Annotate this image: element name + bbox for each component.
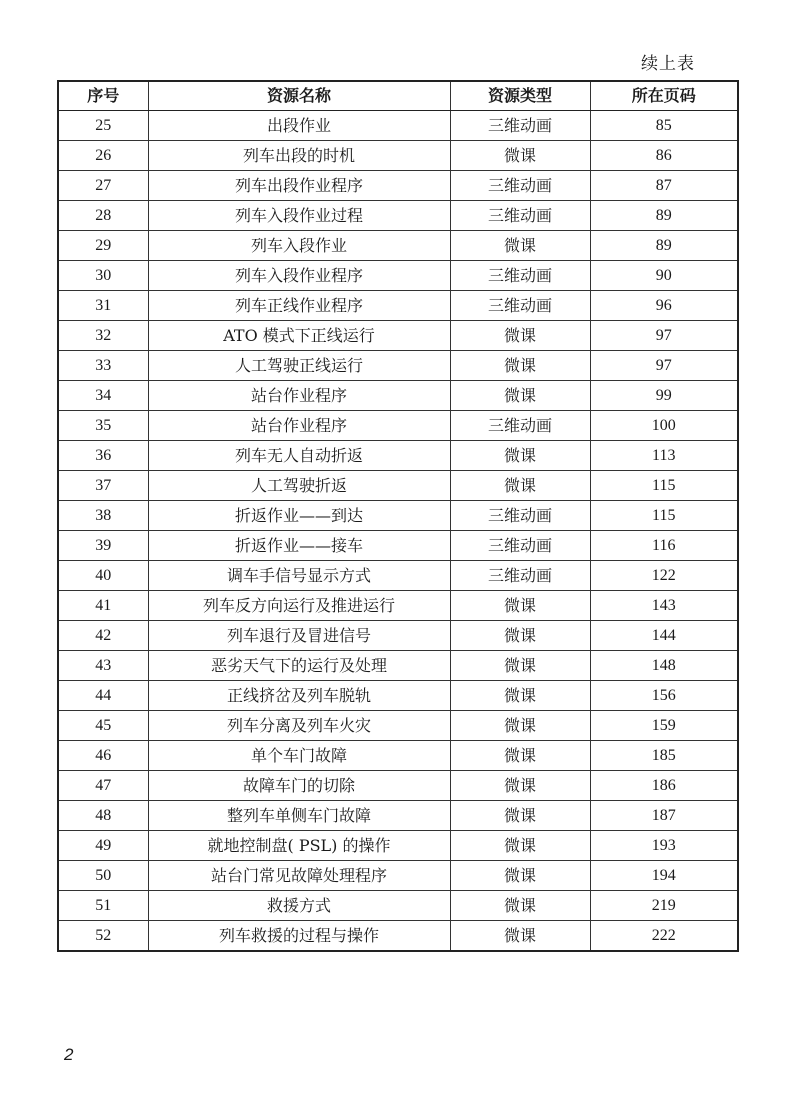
column-header-page: 所在页码 [590,81,738,111]
continued-label: 续上表 [641,54,695,74]
column-header-name: 资源名称 [148,81,450,111]
page-number: 2 [64,1045,74,1064]
cell-resource-name: 正线挤岔及列车脱轨 [148,681,450,711]
table-row [58,711,738,741]
cell-resource-type: 三维动画 [450,201,590,231]
cell-number: 27 [58,171,148,201]
cell-number: 46 [58,741,148,771]
cell-resource-name: 列车正线作业程序 [148,291,450,321]
cell-number: 26 [58,141,148,171]
cell-resource-type: 三维动画 [450,261,590,291]
cell-resource-name: 故障车门的切除 [148,771,450,801]
table-row [58,891,738,921]
cell-page-number: 144 [590,621,738,651]
cell-page-number: 87 [590,171,738,201]
cell-resource-type: 微课 [450,711,590,741]
cell-page-number: 222 [590,921,738,952]
table-row [58,651,738,681]
cell-page-number: 89 [590,231,738,261]
table-row [58,171,738,201]
cell-number: 45 [58,711,148,741]
cell-number: 28 [58,201,148,231]
cell-resource-type: 微课 [450,831,590,861]
cell-resource-type: 微课 [450,861,590,891]
cell-resource-name: 整列车单侧车门故障 [148,801,450,831]
cell-resource-name: 人工驾驶正线运行 [148,351,450,381]
cell-page-number: 115 [590,471,738,501]
cell-page-number: 96 [590,291,738,321]
table-row [58,201,738,231]
cell-resource-name: 列车入段作业过程 [148,201,450,231]
cell-page-number: 193 [590,831,738,861]
table-row [58,291,738,321]
cell-page-number: 219 [590,891,738,921]
table-row [58,591,738,621]
cell-number: 38 [58,501,148,531]
cell-resource-name: 列车入段作业程序 [148,261,450,291]
table-row [58,351,738,381]
table-row [58,531,738,561]
cell-resource-name: 就地控制盘( PSL) 的操作 [148,831,450,861]
cell-resource-name: 折返作业——到达 [148,501,450,531]
cell-page-number: 99 [590,381,738,411]
cell-resource-name: 调车手信号显示方式 [148,561,450,591]
cell-resource-type: 微课 [450,591,590,621]
cell-resource-name: 恶劣天气下的运行及处理 [148,651,450,681]
cell-number: 36 [58,441,148,471]
cell-page-number: 86 [590,141,738,171]
table-row [58,111,738,141]
table-row [58,681,738,711]
cell-resource-name: 列车出段作业程序 [148,171,450,201]
cell-resource-type: 微课 [450,801,590,831]
cell-resource-type: 微课 [450,621,590,651]
cell-resource-name: 列车退行及冒进信号 [148,621,450,651]
cell-number: 34 [58,381,148,411]
cell-page-number: 186 [590,771,738,801]
cell-page-number: 159 [590,711,738,741]
cell-number: 30 [58,261,148,291]
cell-page-number: 143 [590,591,738,621]
cell-resource-type: 微课 [450,651,590,681]
cell-page-number: 113 [590,441,738,471]
table-row [58,471,738,501]
table-row [58,561,738,591]
table-row [58,381,738,411]
cell-number: 48 [58,801,148,831]
cell-resource-type: 微课 [450,771,590,801]
cell-number: 37 [58,471,148,501]
table-row [58,921,738,952]
table-body [58,111,738,952]
cell-resource-type: 微课 [450,741,590,771]
cell-resource-type: 微课 [450,141,590,171]
cell-resource-name: 救援方式 [148,891,450,921]
cell-number: 33 [58,351,148,381]
table-row [58,621,738,651]
cell-page-number: 148 [590,651,738,681]
table-row [58,741,738,771]
cell-number: 44 [58,681,148,711]
cell-page-number: 97 [590,351,738,381]
cell-resource-type: 三维动画 [450,561,590,591]
cell-resource-name: 站台门常见故障处理程序 [148,861,450,891]
table-row [58,801,738,831]
cell-number: 50 [58,861,148,891]
cell-page-number: 115 [590,501,738,531]
cell-resource-name: 列车反方向运行及推进运行 [148,591,450,621]
cell-resource-type: 微课 [450,891,590,921]
table-row [58,861,738,891]
cell-resource-type: 微课 [450,471,590,501]
cell-resource-type: 三维动画 [450,501,590,531]
cell-page-number: 187 [590,801,738,831]
cell-resource-type: 微课 [450,381,590,411]
cell-page-number: 97 [590,321,738,351]
cell-resource-name: 列车分离及列车火灾 [148,711,450,741]
cell-resource-type: 三维动画 [450,411,590,441]
column-header-number: 序号 [58,81,148,111]
cell-resource-name: 列车出段的时机 [148,141,450,171]
cell-number: 52 [58,921,148,952]
resource-table [57,80,739,952]
table-row [58,141,738,171]
cell-resource-type: 微课 [450,441,590,471]
header-row [58,81,738,111]
cell-resource-type: 微课 [450,321,590,351]
cell-page-number: 185 [590,741,738,771]
cell-resource-type: 三维动画 [450,531,590,561]
cell-number: 51 [58,891,148,921]
cell-number: 41 [58,591,148,621]
cell-number: 47 [58,771,148,801]
cell-resource-type: 三维动画 [450,111,590,141]
cell-resource-name: ATO 模式下正线运行 [148,321,450,351]
cell-number: 29 [58,231,148,261]
cell-number: 35 [58,411,148,441]
table-row [58,501,738,531]
cell-number: 43 [58,651,148,681]
table-row [58,441,738,471]
cell-page-number: 116 [590,531,738,561]
cell-number: 39 [58,531,148,561]
cell-resource-type: 三维动画 [450,171,590,201]
cell-page-number: 156 [590,681,738,711]
cell-number: 32 [58,321,148,351]
cell-resource-name: 列车入段作业 [148,231,450,261]
cell-resource-type: 微课 [450,681,590,711]
cell-resource-name: 站台作业程序 [148,411,450,441]
table-row [58,261,738,291]
table-row [58,231,738,261]
cell-resource-name: 站台作业程序 [148,381,450,411]
cell-resource-type: 微课 [450,351,590,381]
cell-resource-type: 三维动画 [450,291,590,321]
cell-resource-name: 折返作业——接车 [148,531,450,561]
table-row [58,831,738,861]
cell-resource-name: 列车无人自动折返 [148,441,450,471]
cell-resource-type: 微课 [450,231,590,261]
cell-page-number: 85 [590,111,738,141]
cell-number: 31 [58,291,148,321]
cell-page-number: 122 [590,561,738,591]
cell-resource-name: 列车救援的过程与操作 [148,921,450,952]
cell-page-number: 100 [590,411,738,441]
cell-number: 49 [58,831,148,861]
cell-number: 40 [58,561,148,591]
cell-resource-name: 单个车门故障 [148,741,450,771]
table-row [58,771,738,801]
cell-page-number: 90 [590,261,738,291]
table-header [58,81,738,111]
table-row [58,411,738,441]
cell-number: 42 [58,621,148,651]
column-header-type: 资源类型 [450,81,590,111]
cell-page-number: 194 [590,861,738,891]
cell-number: 25 [58,111,148,141]
cell-resource-name: 人工驾驶折返 [148,471,450,501]
cell-resource-type: 微课 [450,921,590,952]
cell-page-number: 89 [590,201,738,231]
cell-resource-name: 出段作业 [148,111,450,141]
table-row [58,321,738,351]
